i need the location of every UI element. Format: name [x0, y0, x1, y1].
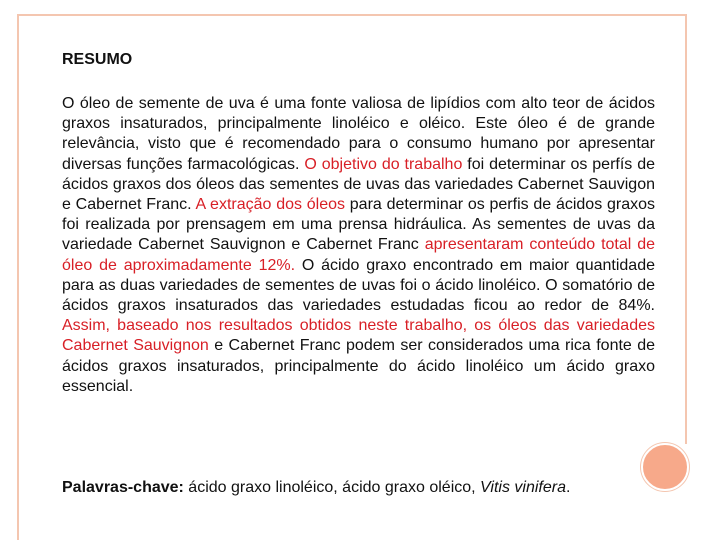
decorative-border-right — [685, 14, 687, 444]
highlight-conclusion: Assim, baseado nos resultados obtidos neste trabalho, os óleos das variedades Cabernet Sauvignon — [62, 317, 655, 355]
section-title: RESUMO — [62, 51, 133, 68]
keywords-scientific-name: Vitis vinifera — [480, 479, 566, 496]
keywords-end: . — [566, 479, 571, 496]
decorative-border-top — [17, 14, 687, 16]
abstract-sentence: foi determinar os perfís de ácidos graxos dos óleos das sementes de uvas das variedades Cabernet Sauvigon e Cabernet Franc. — [62, 155, 656, 214]
keywords-text: ácido graxo linoléico, ácido graxo oléico, — [183, 479, 481, 496]
abstract-sentence: e Cabernet Franc podem ser considerados uma rica fonte de ácidos graxos insaturados, principalmente do ácido linoléico um ácido graxo essencial. — [62, 337, 655, 395]
abstract-section — [62, 48, 655, 397]
abstract-sentence: O ácido graxo encontrado em maior quantidade para as duas variedades de sementes de uvas foi o ácido linoléico. O somatório de ácidos graxos insaturados das variedades estudadas ficou ao redor de 84%. — [62, 256, 655, 315]
keywords-label: Palavras-chave: — [62, 479, 184, 496]
highlight-objective: O objetivo do trabalho — [304, 155, 463, 173]
abstract-sentence: O óleo de semente de uva é uma fonte valiosa de lipídios com alto teor de ácidos graxos insaturados, principalmente linoléico e oléico. Este óleo é de grande relevância, visto que é recomendado para o consumo humano por apresentar diversas funções farmacológicas. — [62, 95, 655, 173]
highlight-extraction: A extração dos óleos — [195, 196, 346, 214]
abstract-sentence: para determinar os perfis de ácidos graxos foi realizada por prensagem em uma prensa hidráulica. As sementes de uvas da variedade Cabernet Sauvignon e Cabernet Franc — [62, 196, 655, 254]
highlight-result: apresentaram conteúdo total de óleo de aproximadamente 12%. — [62, 236, 656, 274]
decorative-border-left — [17, 14, 19, 540]
abstract-text — [62, 94, 655, 397]
keywords-line — [62, 478, 655, 498]
